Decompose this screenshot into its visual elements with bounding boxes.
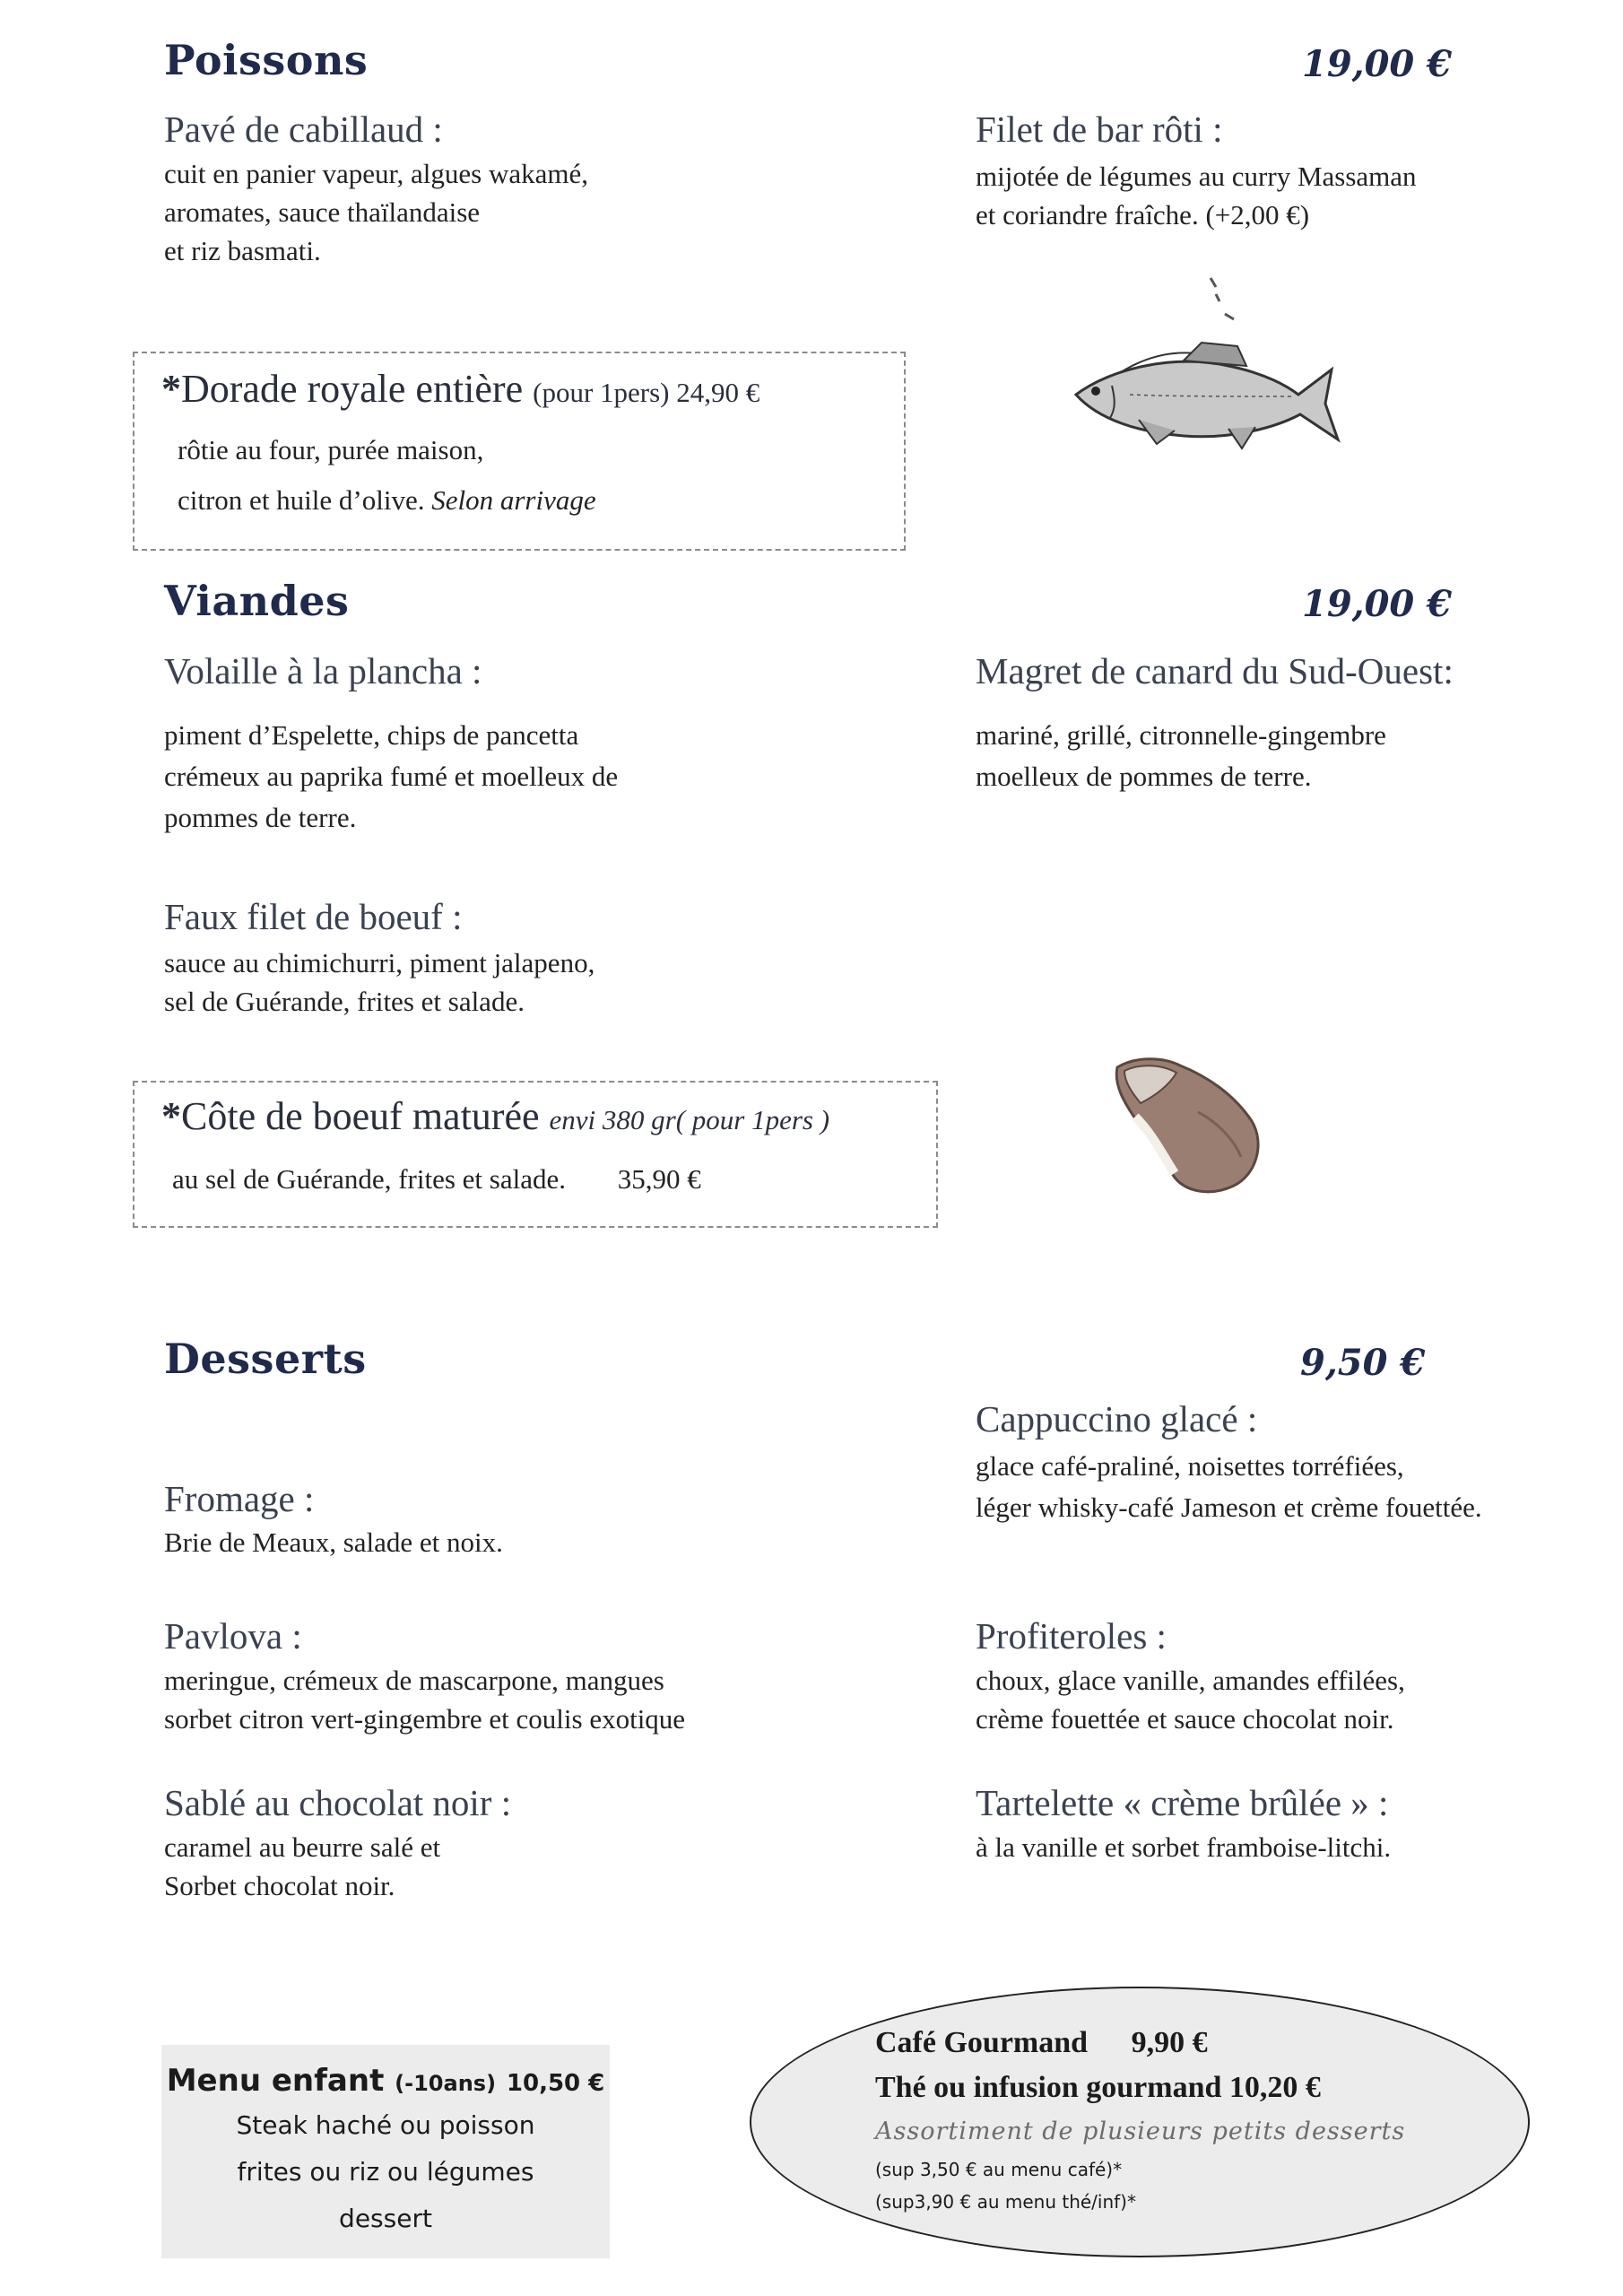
special-star: *	[161, 1094, 181, 1138]
dish-name-bar: Filet de bar rôti :	[976, 109, 1223, 150]
dish-name-fromage: Fromage :	[164, 1478, 315, 1519]
dish-name-volaille: Volaille à la plancha :	[164, 650, 482, 691]
dish-desc-cappuccino	[976, 1446, 1482, 1528]
menu-enfant-line: dessert	[339, 2204, 432, 2233]
cote-boeuf-portion: envi 380 gr( pour 1pers )	[549, 1104, 830, 1135]
dorade-title-line	[161, 366, 759, 412]
desc-text: au sel de Guérande, frites et salade.	[172, 1163, 566, 1195]
cote-boeuf-desc	[172, 1160, 701, 1198]
cafe-gourmand-sup2: (sup3,90 € au menu thé/inf)*	[875, 2191, 1136, 2213]
desc-line: pommes de terre.	[164, 802, 357, 833]
poissons-price: 19,00 €	[1302, 43, 1453, 85]
poissons-title: Poissons	[164, 36, 369, 84]
cafe-gourmand-oval	[750, 1987, 1530, 2257]
desc-line: sel de Guérande, frites et salade.	[164, 986, 525, 1017]
cafe-gourmand-price: 9,90 €	[1131, 2026, 1208, 2059]
desc-line: moelleux de pommes de terre.	[976, 761, 1312, 792]
dish-name-sable: Sablé au chocolat noir :	[164, 1782, 512, 1823]
menu-enfant-title: Menu enfant	[166, 2063, 385, 2099]
dorade-name: Dorade royale entière	[181, 367, 524, 411]
desc-line: meringue, crémeux de mascarpone, mangues	[164, 1665, 664, 1696]
cote-boeuf-title-line	[161, 1093, 829, 1139]
desc-text: citron et huile d’olive.	[178, 484, 425, 516]
cafe-gourmand-name: Café Gourmand	[875, 2026, 1089, 2059]
desc-line: caramel au beurre salé et	[164, 1831, 441, 1863]
special-star: *	[161, 367, 181, 411]
dish-desc-tartelette	[976, 1828, 1391, 1866]
cafe-gourmand-script: Assortiment de plusieurs petits desserts	[875, 2118, 1406, 2145]
desc-line: piment d’Espelette, chips de pancetta	[164, 719, 579, 751]
menu-enfant-line: frites ou riz ou légumes	[237, 2157, 534, 2187]
desc-line: choux, glace vanille, amandes effilées,	[976, 1665, 1405, 1696]
dorade-note: Selon arrivage	[431, 484, 596, 516]
desc-line: léger whisky-café Jameson et crème fouettée.	[976, 1492, 1482, 1523]
dish-name-cabillaud: Pavé de cabillaud :	[164, 109, 443, 150]
dorade-special-box	[133, 352, 906, 551]
desc-line: Brie de Meaux, salade et noix.	[164, 1526, 503, 1558]
desserts-title: Desserts	[164, 1335, 367, 1383]
desc-line: sorbet citron vert-gingembre et coulis exotique	[164, 1703, 686, 1735]
dorade-desc	[178, 425, 596, 526]
desc-line: et coriandre fraîche. (+2,00 €)	[976, 199, 1310, 230]
dish-desc-fromage	[164, 1523, 503, 1561]
cote-boeuf-special-box	[133, 1081, 938, 1228]
desc-line: crème fouettée et sauce chocolat noir.	[976, 1703, 1394, 1735]
fish-illustration	[1058, 260, 1345, 484]
dish-name-magret: Magret de canard du Sud-Ouest:	[976, 650, 1454, 691]
viandes-title: Viandes	[164, 577, 350, 625]
dish-name-pavlova: Pavlova :	[164, 1615, 302, 1657]
menu-enfant-price: 10,50 €	[506, 2070, 605, 2097]
viandes-price: 19,00 €	[1302, 583, 1453, 625]
dish-name-cappuccino: Cappuccino glacé :	[976, 1398, 1258, 1439]
cote-boeuf-name: Côte de boeuf maturée	[181, 1094, 540, 1138]
menu-enfant-age: (-10ans)	[395, 2071, 497, 2096]
desc-line: mijotée de légumes au curry Massaman	[976, 161, 1417, 192]
menu-enfant-box	[161, 2045, 610, 2258]
dish-desc-sable	[164, 1828, 440, 1905]
desc-line: glace café-praliné, noisettes torréfiées,	[976, 1450, 1404, 1482]
dish-desc-pavlova	[164, 1661, 685, 1738]
desc-line-with-note	[178, 475, 596, 526]
desc-line: mariné, grillé, citronnelle-gingembre	[976, 719, 1386, 751]
the-gourmand-line: Thé ou infusion gourmand 10,20 €	[875, 2071, 1321, 2104]
cafe-gourmand-line1	[875, 2026, 1208, 2060]
dish-name-profiteroles: Profiteroles :	[976, 1615, 1167, 1657]
cafe-gourmand-sup1: (sup 3,50 € au menu café)*	[875, 2159, 1123, 2180]
menu-enfant-title-line	[161, 2063, 610, 2099]
desc-line: Sorbet chocolat noir.	[164, 1870, 395, 1901]
dish-name-faux-filet: Faux filet de boeuf :	[164, 896, 463, 937]
desc-line: cuit en panier vapeur, algues wakamé,	[164, 158, 589, 189]
desc-line: sauce au chimichurri, piment jalapeno,	[164, 947, 595, 978]
desserts-price: 9,50 €	[1300, 1342, 1426, 1384]
menu-enfant-line: Steak haché ou poisson	[236, 2110, 535, 2140]
dish-desc-volaille	[164, 715, 618, 839]
steak-illustration	[1108, 1049, 1270, 1202]
dish-desc-bar	[976, 157, 1417, 234]
desc-line: à la vanille et sorbet framboise-litchi.	[976, 1831, 1392, 1863]
dish-name-tartelette: Tartelette « crème brûlée » :	[976, 1782, 1389, 1823]
desc-line: aromates, sauce thaïlandaise	[164, 196, 481, 228]
dish-desc-magret	[976, 715, 1386, 797]
desc-line: crémeux au paprika fumé et moelleux de	[164, 761, 619, 792]
dish-desc-profiteroles	[976, 1661, 1405, 1738]
dish-desc-cabillaud	[164, 154, 588, 270]
desc-line: rôtie au four, purée maison,	[178, 434, 484, 465]
cote-boeuf-price: 35,90 €	[617, 1163, 701, 1195]
desc-line: et riz basmati.	[164, 235, 321, 266]
dish-desc-faux-filet	[164, 944, 595, 1021]
dorade-portion: (pour 1pers) 24,90 €	[533, 377, 760, 408]
